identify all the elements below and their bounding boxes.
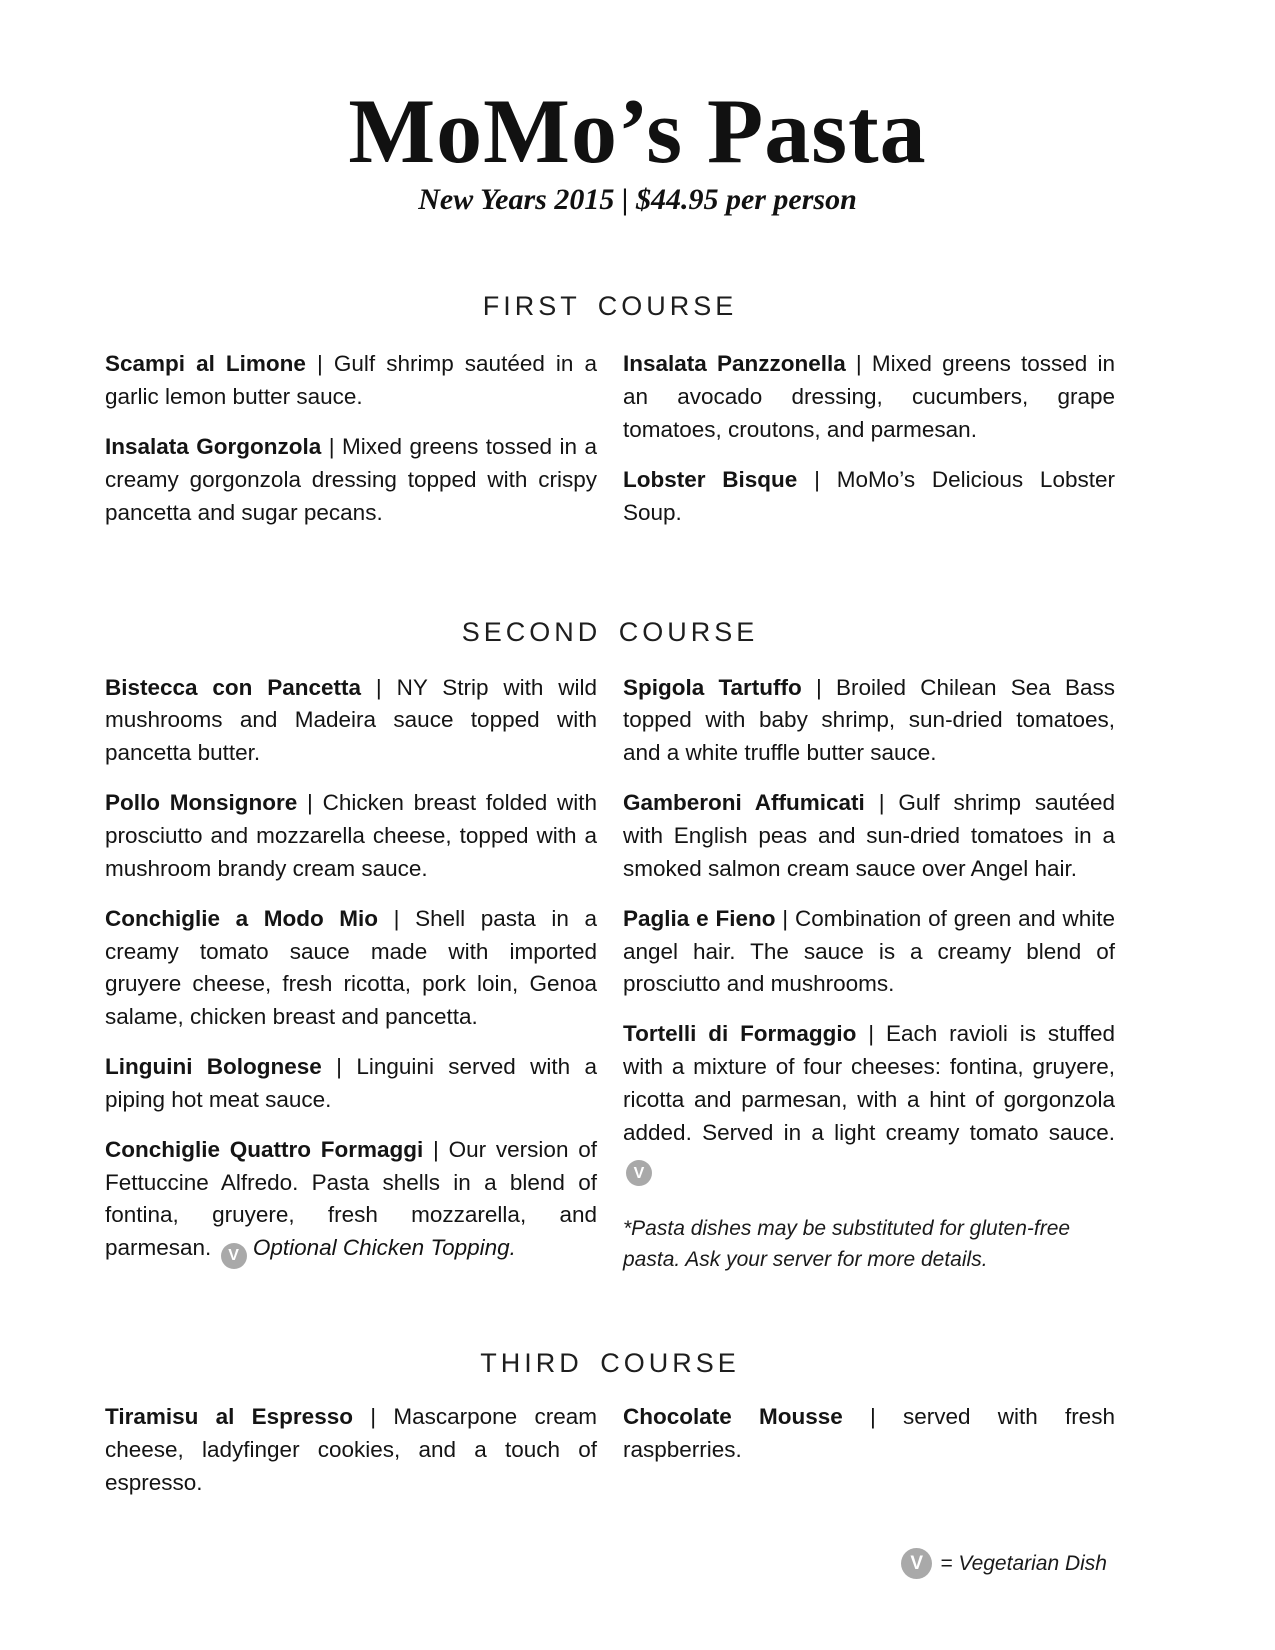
dish-name: Chocolate Mousse — [623, 1404, 843, 1430]
menu-item-gamberoni-affumicati — [623, 787, 1115, 886]
dish-description: Chicken breast folded with prosciutto and mozzarella cheese, topped with a mushroom brandy cream sauce. — [105, 790, 597, 881]
dish-description: Broiled Chilean Sea Bass topped with baby shrimp, sun-dried tomatoes, and a white truffle butter sauce. — [623, 674, 1115, 766]
dish-name: Tiramisu al Espresso — [105, 1404, 353, 1430]
menu-item-linguini-bolognese — [105, 1051, 597, 1117]
menu-item-paglia-e-fieno — [623, 903, 1115, 1002]
vegetarian-icon: V — [901, 1548, 932, 1579]
legend-text: = Vegetarian Dish — [940, 1551, 1107, 1575]
dish-description: Shell pasta in a creamy tomato sauce made with imported gruyere cheese, fresh ricotta, pork loin, Genoa salame, chicken breast and pancetta. — [105, 905, 597, 1030]
dish-name: Tortelli di Formaggio — [623, 1021, 857, 1047]
dish-name: Conchiglie Quattro Formaggi — [105, 1136, 424, 1162]
separator: | — [316, 351, 323, 377]
separator: | — [782, 905, 789, 931]
dish-name: Scampi al Limone — [105, 351, 306, 377]
column-right — [623, 348, 1115, 546]
separator: | — [815, 674, 822, 700]
dish-description: Combination of green and white angel hair. The sauce is a creamy blend of prosciutto and mushrooms. — [623, 905, 1115, 997]
separator: | — [869, 1404, 876, 1430]
menu-item-bistecca-con-pancetta — [105, 672, 597, 771]
vegetarian-icon: V — [626, 1160, 652, 1186]
dish-description: Mixed greens tossed in a creamy gorgonzola dressing topped with crispy pancetta and sugar pecans. — [105, 434, 597, 525]
separator: | — [328, 434, 335, 460]
dish-description: Gulf shrimp sautéed with English peas and sun-dried tomatoes in a smoked salmon cream sauce over Angel hair. — [623, 790, 1115, 881]
separator: | — [370, 1404, 377, 1430]
menu-item-conchiglie-quattro-formaggi — [105, 1134, 597, 1269]
dish-name: Bistecca con Pancetta — [105, 674, 362, 700]
separator: | — [868, 1021, 875, 1047]
separator: | — [375, 674, 382, 700]
dish-description: Gulf shrimp sautéed in a garlic lemon butter sauce. — [105, 351, 597, 410]
dish-name: Spigola Tartuffo — [623, 674, 802, 700]
dish-note: Optional Chicken Topping. — [252, 1235, 516, 1261]
dish-name: Insalata Panzzonella — [623, 351, 846, 377]
section-columns — [105, 348, 1115, 546]
dish-name: Lobster Bisque — [623, 466, 798, 492]
separator: | — [814, 466, 820, 492]
section-columns — [105, 1401, 1115, 1517]
column-right — [623, 672, 1115, 1297]
dish-description: served with fresh raspberries. — [623, 1404, 1115, 1462]
gluten-free-footnote: *Pasta dishes may be substituted for gluten-free pasta. Ask your server for more details. — [623, 1217, 1071, 1271]
section-second-course — [105, 617, 1115, 1297]
dish-description: Our version of Fettuccine Alfredo. Pasta shells in a blend of fontina, gruyere, fresh mozzarella, and parmesan. — [105, 1136, 597, 1261]
dish-name: Insalata Gorgonzola — [105, 434, 322, 460]
column-left — [105, 1401, 597, 1517]
menu-content — [105, 291, 1115, 1516]
dish-name: Pollo Monsignore — [105, 790, 298, 816]
menu-item-tortelli-di-formaggio — [623, 1018, 1115, 1186]
dish-name: Gamberoni Affumicati — [623, 790, 865, 816]
vegetarian-icon: V — [221, 1243, 247, 1269]
dish-description: MoMo’s Delicious Lobster Soup. — [623, 466, 1115, 525]
section-third-course — [105, 1348, 1115, 1517]
column-left — [105, 672, 597, 1297]
section-first-course — [105, 291, 1115, 546]
section-heading: FIRST COURSE — [482, 291, 738, 322]
separator: | — [878, 790, 885, 816]
dish-name: Conchiglie a Modo Mio — [105, 905, 379, 931]
dish-description: Mascarpone cream cheese, ladyfinger cookies, and a touch of espresso. — [105, 1404, 597, 1495]
section-heading: THIRD COURSE — [480, 1348, 740, 1379]
section-heading: SECOND COURSE — [461, 616, 759, 647]
dish-description: NY Strip with wild mushrooms and Madeira sauce topped with pancetta butter. — [105, 674, 597, 766]
menu-item-insalata-gorgonzola — [105, 431, 597, 530]
menu-header — [0, 0, 1275, 217]
vegetarian-legend — [901, 1548, 1107, 1579]
column-left — [105, 348, 597, 546]
dish-name: Linguini Bolognese — [105, 1054, 322, 1080]
menu-item-insalata-panzzonella — [623, 348, 1115, 447]
section-columns — [105, 672, 1115, 1297]
separator: | — [433, 1136, 439, 1162]
dish-description: Linguini served with a piping hot meat sauce. — [105, 1054, 597, 1112]
separator: | — [855, 351, 862, 377]
menu-item-spigola-tartuffo — [623, 672, 1115, 771]
column-right — [623, 1401, 1115, 1517]
menu-item-pollo-monsignore — [105, 787, 597, 886]
menu-item-conchiglie-a-modo-mio — [105, 903, 597, 1034]
menu-item-scampi-al-limone — [105, 348, 597, 414]
page-subtitle: New Years 2015 | $44.95 per person — [418, 183, 857, 217]
menu-item-lobster-bisque — [623, 464, 1115, 530]
separator: | — [393, 905, 400, 931]
separator: | — [307, 790, 313, 816]
menu-item-chocolate-mousse — [623, 1401, 1115, 1467]
dish-name: Paglia e Fieno — [623, 905, 776, 931]
separator: | — [336, 1054, 343, 1080]
menu-item-tiramisu-al-espresso — [105, 1401, 597, 1500]
page-title: MoMo’s Pasta — [348, 80, 927, 182]
dish-description: Mixed greens tossed in an avocado dressing, cucumbers, grape tomatoes, croutons, and parmesan. — [623, 351, 1115, 443]
dish-description: Each ravioli is stuffed with a mixture of four cheeses: fontina, gruyere, ricotta and parmesan, with a hint of gorgonzola added. Served in a light creamy tomato sauce. — [623, 1021, 1115, 1145]
